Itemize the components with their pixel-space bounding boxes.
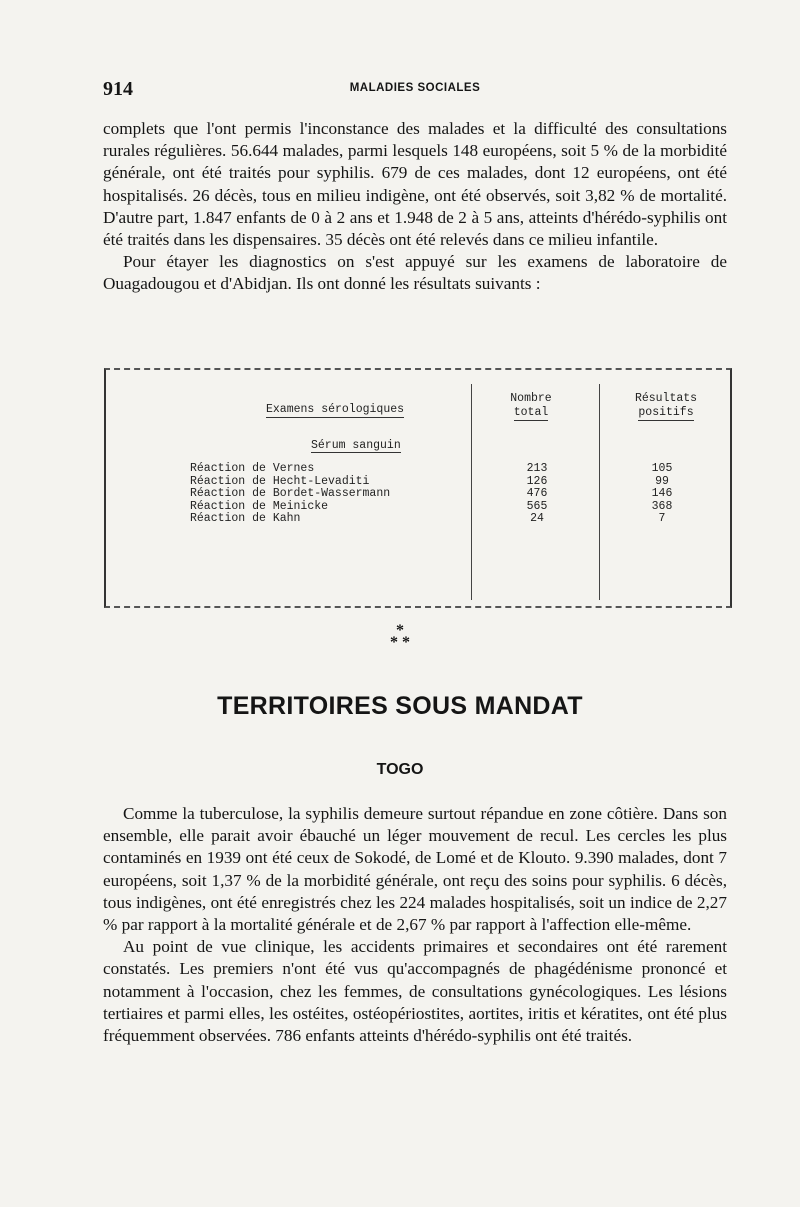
paragraph: Pour étayer les diagnostics on s'est appuyé sur les examens de laboratoire de Ouagadougou et d'Abidjan. Ils ont donné les résultats suivants : <box>103 252 727 294</box>
table-subheading: Sérum sanguin <box>311 439 401 452</box>
row-positive: 105 <box>651 462 673 475</box>
row-label: Réaction de Vernes <box>190 462 315 475</box>
row-positive: 7 <box>658 512 666 526</box>
section-title: TERRITOIRES SOUS MANDAT <box>217 692 583 720</box>
row-positive: 99 <box>655 474 669 488</box>
column-header-positive: Résultats positifs <box>634 392 698 419</box>
row-total: 476 <box>526 487 548 501</box>
asterism-top: * <box>396 622 404 639</box>
row-label: Réaction de Hecht-Levaditi <box>190 474 370 488</box>
running-title: MALADIES SOCIALES <box>349 82 481 94</box>
row-label: Réaction de Kahn <box>190 512 301 526</box>
row-positive: 146 <box>651 487 673 501</box>
table-row <box>190 513 730 526</box>
table-row <box>190 488 730 501</box>
row-positive: 368 <box>651 499 673 513</box>
row-total: 565 <box>526 499 548 513</box>
column-header-exams: Examens sérologiques <box>266 403 405 416</box>
table-row <box>190 463 730 476</box>
row-label: Réaction de Bordet-Wassermann <box>190 487 391 501</box>
row-total: 213 <box>526 462 548 475</box>
row-label: Réaction de Meinicke <box>190 499 329 513</box>
togo-text <box>103 803 727 1047</box>
intro-text <box>103 118 727 296</box>
asterism-separator <box>0 622 800 651</box>
table-body <box>190 463 730 526</box>
asterism-bottom: * * <box>390 634 410 651</box>
section-subtitle: TOGO <box>376 761 424 778</box>
page-number: 914 <box>103 78 133 100</box>
page-header <box>103 78 727 102</box>
paragraph: Au point de vue clinique, les accidents primaires et secondaires ont été rarement constatés. Les premiers n'ont été vus qu'accompagnés de phagédénisme prononcé et notamment à l'occasion, chez les femmes, de consultations gynécologiques. Les lésions tertiaires et parmi elles, les ostéites, ostéopériostites, aortites, iritis et kératites, ont été plus fréquemment observées. 786 enfants atteints d'hérédo-syphilis ont été traités. <box>103 937 727 1046</box>
serology-table <box>104 368 732 608</box>
paragraph: complets que l'ont permis l'inconstance des malades et la difficulté des consultations rurales régulières. 56.644 malades, parmi lesquels 148 européens, soit 5 % de la morbidité générale, ont été traités pour syphilis. 679 de ces malades, dont 12 européens, ont été hospitalisés. 26 décès, tous en milieu indigène, ont été observés, soit 3,82 % de mortalité. D'autre part, 1.847 enfants de 0 à 2 ans et 1.948 de 2 à 5 ans, atteints d'hérédo-syphilis ont été traités dans les dispensaires. 35 décès ont été relevés dans ce milieu infantile. <box>103 119 727 250</box>
row-total: 126 <box>526 474 548 488</box>
column-header-count: Nombre total <box>510 392 552 419</box>
row-total: 24 <box>530 512 544 526</box>
paragraph: Comme la tuberculose, la syphilis demeure surtout répandue en zone côtière. Dans son ensemble, elle parait avoir ébauché un léger mouvement de recul. Les cercles les plus contaminés en 1939 ont été ceux de Sokodé, de Lomé et de Klouto. 9.390 malades, dont 7 européens, soit 1,37 % de la morbidité générale, ont reçu des soins pour syphilis. 6 décès, tous indigènes, ont été enregistrés chez les 224 malades hospitalisés, soit un indice de 2,27 % par rapport à la mortalité générale et de 2,67 % par rapport à l'affection elle-même. <box>103 804 727 935</box>
